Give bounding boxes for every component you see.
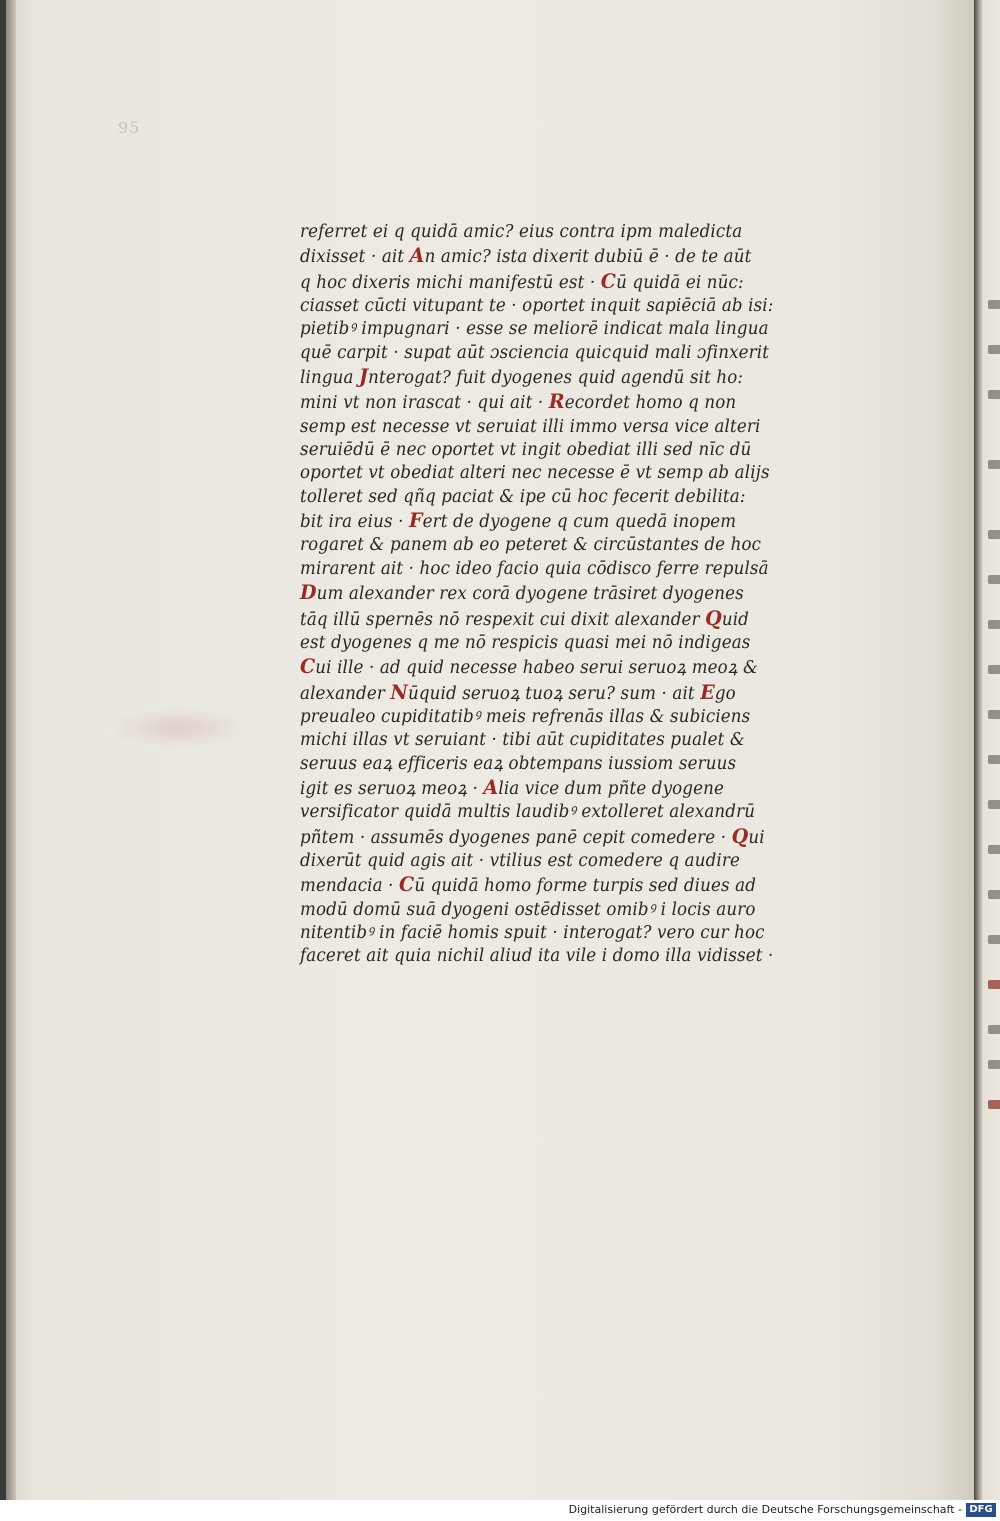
rubricated-initial: A: [409, 243, 425, 268]
text-line: [300, 295, 800, 318]
facing-text-fragment: [988, 800, 1000, 809]
line-text: ert de dyogene q cum quedā inopem: [422, 512, 737, 533]
text-line: [300, 581, 800, 606]
rubricated-initial: N: [390, 679, 408, 704]
line-text: oportet vt obediat alteri nec necesse ē vt semp ab alijs: [300, 463, 770, 484]
facing-text-fragment: [988, 575, 1000, 584]
line-text: ui ille · ad quid necesse habeo serui seruoꝝ meoꝝ &: [315, 658, 759, 679]
text-line: [300, 270, 800, 295]
line-text: modū domū suā dyogeni ostēdisset omibꝰ i locis auro: [300, 899, 756, 920]
text-line: [300, 390, 800, 415]
rubricated-initial: D: [300, 580, 317, 605]
text-line: [300, 486, 800, 509]
text-line: [300, 681, 800, 706]
text-line: [300, 729, 800, 752]
line-text: seruus eaꝝ efficeris eaꝝ obtempans iussiom seruus: [300, 753, 737, 774]
line-text: pñtem · assumēs dyogenes panē cepit comedere ·: [300, 827, 732, 848]
line-text: preualeo cupiditatibꝰ meis refrenās illas & subiciens: [300, 706, 751, 727]
rubricated-initial: Q: [705, 605, 722, 630]
text-line: [300, 221, 800, 244]
facing-page-edge: [974, 0, 1000, 1500]
line-text: nterogat? fuit dyogenes quid agendū sit ho:: [368, 368, 744, 389]
line-text: ui: [748, 827, 765, 848]
facing-text-fragment: [988, 665, 1000, 674]
facing-text-fragment: [988, 620, 1000, 629]
line-text: pietibꝰ impugnari · esse se meliorē indicat mala lingua: [300, 319, 769, 340]
facing-text-fragment: [988, 460, 1000, 469]
facing-text-fragment: [988, 845, 1000, 854]
line-text: versificator quidā multis laudibꝰ extolleret alexandrū: [300, 802, 756, 823]
facing-text-fragment: [988, 935, 1000, 944]
line-text: tāq illū spernēs nō respexit cui dixit alexander: [300, 609, 706, 630]
rubricated-initial: C: [300, 654, 316, 679]
text-line: [300, 825, 800, 850]
line-text: bit ira eius ·: [300, 512, 410, 533]
facing-text-fragment: [988, 345, 1000, 354]
line-text: nitentibꝰ in faciē homis spuit · interogat? vero cur hoc: [300, 922, 765, 943]
text-line: [300, 655, 800, 680]
line-text: q hoc dixeris michi manifestū est ·: [300, 272, 601, 293]
rubricated-initial: C: [600, 268, 617, 293]
line-text: est dyogenes q me nō respicis quasi mei nō indigeas: [300, 632, 751, 653]
line-text: semp est necesse vt seruiat illi immo versa vice alteri: [300, 416, 761, 437]
facing-text-fragment: [988, 390, 1000, 399]
text-line: [300, 244, 800, 269]
facing-text-fragment: [988, 530, 1000, 539]
text-line: [300, 850, 800, 873]
line-text: mendacia ·: [300, 876, 400, 897]
line-text: dixerūt quid agis ait · vtilius est comedere q audire: [300, 850, 740, 871]
line-text: rogaret & panem ab eo peteret & circūstantes de hoc: [300, 535, 762, 556]
line-text: um alexander rex corā dyogene trāsiret dyogenes: [316, 584, 744, 605]
facing-text-fragment: [988, 300, 1000, 309]
facing-text-fragment: [988, 890, 1000, 899]
text-line: [300, 318, 800, 341]
ink-offset-smudge: [108, 708, 248, 748]
text-line: [300, 753, 800, 776]
text-line: [300, 509, 800, 534]
facing-text-fragment: [988, 1060, 1000, 1069]
line-text: alexander: [300, 683, 391, 704]
line-text: ū quidā ei nūc:: [616, 272, 744, 293]
text-line: [300, 873, 800, 898]
folio-number: 95: [118, 118, 141, 137]
line-text: mirarent ait · hoc ideo facio quia cōdisco ferre repulsā: [300, 558, 769, 579]
text-line: [300, 534, 800, 557]
line-text: ecordet homo q non: [564, 393, 737, 414]
page-gutter-edge: [6, 0, 16, 1500]
text-line: [300, 462, 800, 485]
text-line: [300, 607, 800, 632]
facing-text-fragment: [988, 980, 1000, 989]
text-line: [300, 922, 800, 945]
line-text: mini vt non irascat · qui ait ·: [300, 393, 549, 414]
rubricated-initial: R: [548, 389, 565, 414]
line-text: ūquid seruoꝝ tuoꝝ seru? sum · ait: [407, 683, 701, 704]
text-line: [300, 439, 800, 462]
text-line: [300, 416, 800, 439]
line-text: n amic? ista dixerit dubiū ē · de te aūt: [424, 247, 752, 268]
line-text: michi illas vt seruiant · tibi aūt cupiditates pualet &: [300, 730, 745, 751]
line-text: go: [714, 683, 736, 704]
rubricated-initial: Q: [731, 823, 749, 848]
text-line: [300, 342, 800, 365]
facing-text-fragment: [988, 1100, 1000, 1109]
line-text: uid: [721, 609, 749, 630]
line-text: faceret ait quia nichil aliud ita vile i domo illa vidisset ·: [300, 946, 774, 967]
text-line: [300, 945, 800, 968]
facing-text-fragment: [988, 755, 1000, 764]
line-text: ciasset cūcti vitupant te · oportet inquit sapiēciā ab isi:: [300, 296, 774, 317]
text-line: [300, 899, 800, 922]
text-line: [300, 365, 800, 390]
text-line: [300, 776, 800, 801]
footer-bar: [0, 1500, 1000, 1521]
funding-credit: Digitalisierung gefördert durch die Deutsche Forschungsgemeinschaft -: [568, 1503, 962, 1516]
line-text: dixisset · ait: [300, 247, 410, 268]
line-text: lingua: [300, 368, 360, 389]
line-text: lia vice dum pñte dyogene: [498, 778, 724, 799]
text-block: [300, 221, 825, 969]
rubricated-initial: C: [399, 872, 415, 897]
dfg-logo: DFG: [966, 1503, 996, 1517]
text-line: [300, 632, 800, 655]
facing-text-fragment: [988, 710, 1000, 719]
rubricated-initial: A: [483, 774, 499, 799]
rubricated-initial: F: [409, 508, 423, 533]
text-line: [300, 706, 800, 729]
text-line: [300, 558, 800, 581]
rubricated-initial: J: [359, 364, 369, 389]
line-text: referret ei q quidā amic? eius contra ipm maledicta: [300, 222, 743, 242]
text-line: [300, 801, 800, 824]
rubricated-initial: E: [700, 679, 715, 704]
line-text: igit es seruoꝝ meoꝝ ·: [300, 778, 484, 799]
line-text: tolleret sed qñq paciat & ipe cū hoc fecerit debilita:: [300, 486, 746, 507]
line-text: seruiēdū ē nec oportet vt ingit obediat illi sed nīc dū: [300, 440, 752, 461]
line-text: quē carpit · supat aūt ɔsciencia quicquid mali ɔfinxerit: [300, 342, 770, 363]
facing-text-fragment: [988, 1025, 1000, 1034]
line-text: ū quidā homo forme turpis sed diues ad: [414, 876, 757, 897]
